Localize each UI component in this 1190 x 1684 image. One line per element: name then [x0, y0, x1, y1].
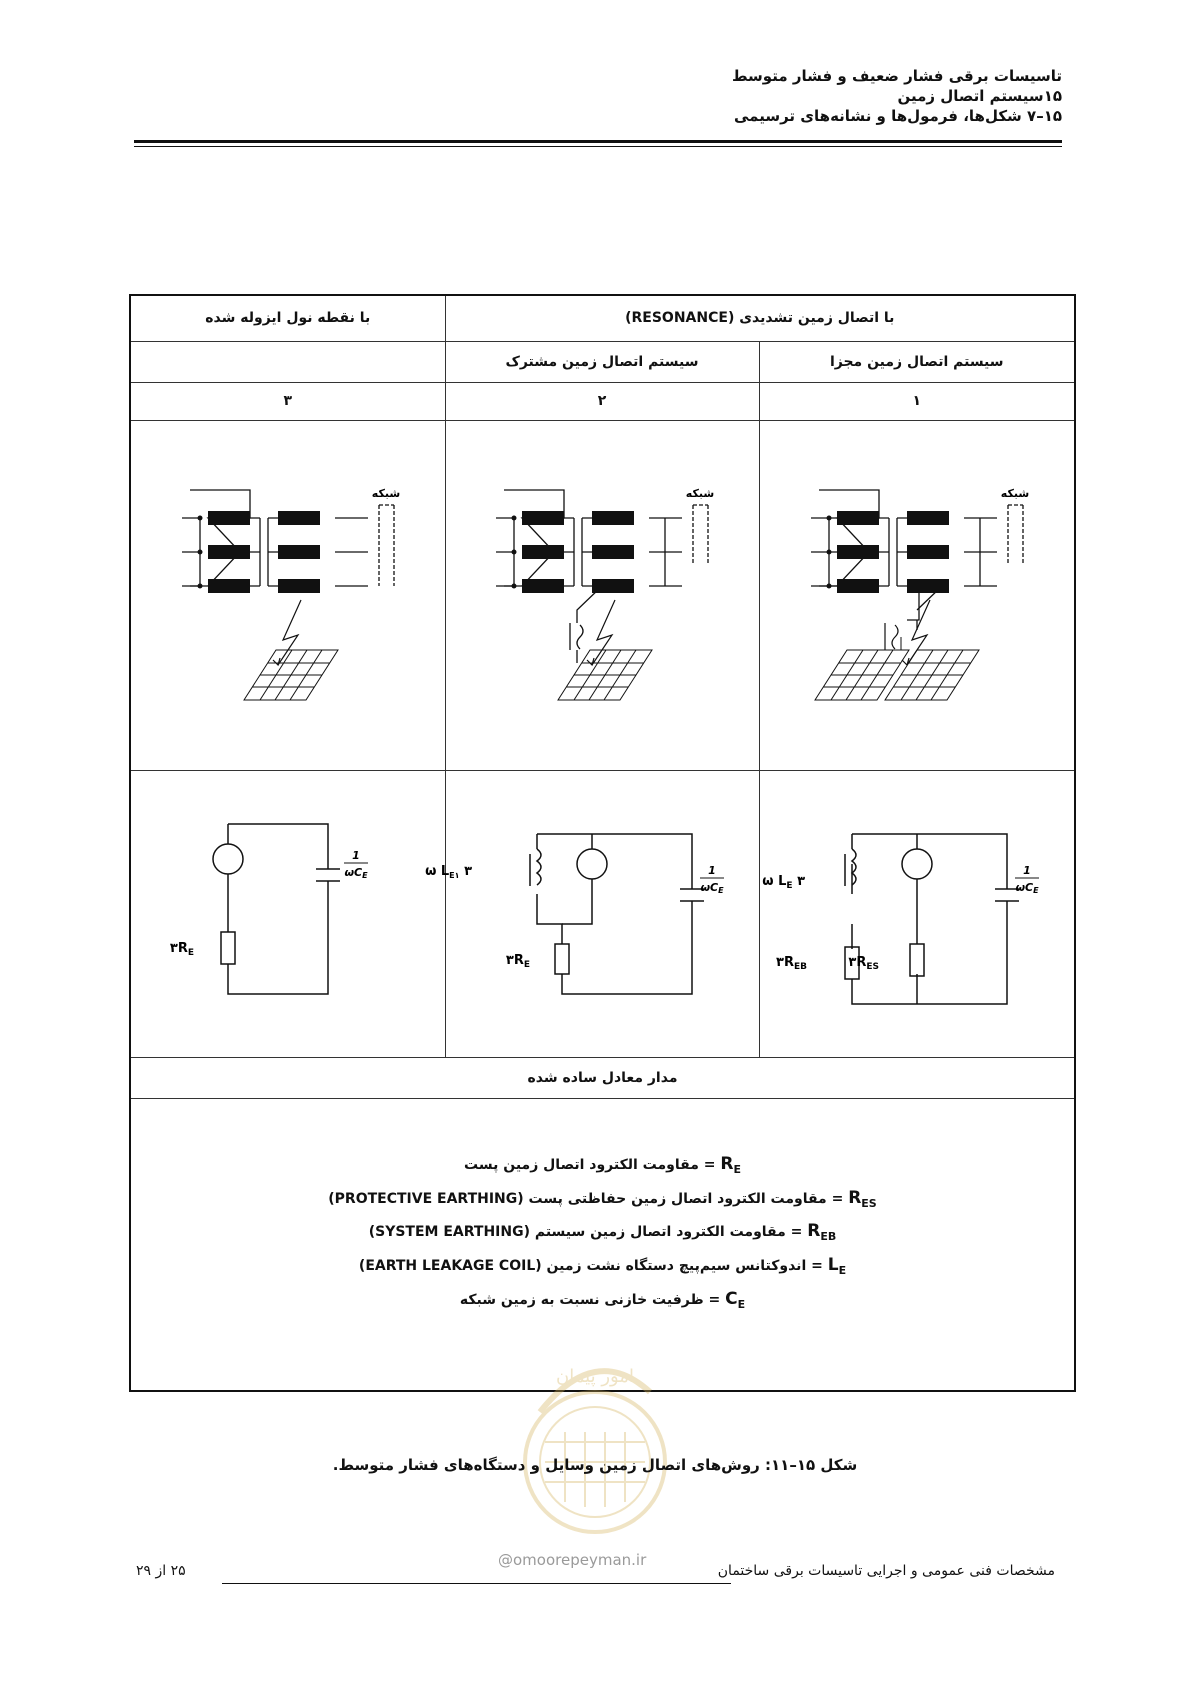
legend-item: $R_{EB}$ = مقاومت الکترود اتصال زمین سیستم (SYSTEM EARTHING)	[368, 1221, 837, 1244]
column-number-3: ۳	[130, 382, 445, 420]
separate-earthing-diagram	[767, 465, 1067, 725]
cap-den: ωCE	[344, 865, 368, 880]
diagram-cell-2	[445, 420, 759, 770]
common-earthing-diagram	[452, 465, 752, 725]
watermark-logo	[485, 1322, 705, 1552]
simplified-circuit-label: مدار معادل ساده شده	[130, 1057, 1075, 1098]
header-section: ۱۵–۷ شکل‌ها، فرمول‌ها و نشانه‌های ترسیمی	[734, 107, 1062, 125]
subheader-empty	[130, 341, 445, 382]
isolated-neutral-diagram	[138, 465, 438, 725]
header-title: تاسیسات برقی فشار ضعیف و فشار متوسط	[731, 67, 1062, 85]
watermark-url: @omoorepeyman.ir	[498, 1551, 647, 1569]
footer-rule	[222, 1583, 731, 1584]
watermark-logo-text: امور پیمان	[556, 1366, 634, 1387]
circuit-cell-1	[759, 770, 1075, 1057]
header-resonance: با اتصال زمین تشدیدی (RESONANCE)	[445, 295, 1075, 341]
diagram-cell-3	[130, 420, 445, 770]
legend-item: $R_{ES}$ = مقاومت الکترود اتصال زمین حفاظتی پست (PROTECTIVE EARTHING)	[328, 1187, 877, 1210]
equivalent-circuit-separate	[762, 814, 1067, 1014]
equivalent-circuit-isolated	[138, 814, 438, 1014]
legend-item: $L_E$ = اندوکتانس سیم‌پیچ دستگاه نشت زمین (EARTH LEAKAGE COIL)	[358, 1255, 847, 1277]
inductance-label: ۳ ω $L_E$	[762, 873, 805, 891]
cap-den: ωCE	[700, 880, 724, 895]
column-number-2: ۲	[445, 382, 759, 420]
circuit-cell-3	[130, 770, 445, 1057]
cap-num: 1	[351, 848, 360, 862]
subheader-common-earthing: سیستم اتصال زمین مشترک	[445, 341, 759, 382]
subheader-separate-earthing: سیستم اتصال زمین مجزا	[759, 341, 1075, 382]
document-header	[732, 66, 1062, 126]
page-number: ۲۵ از ۲۹	[136, 1563, 186, 1579]
resistor-eb-label: $۳R_{EB}$	[775, 954, 807, 972]
legend-item: $C_E$ = ظرفیت خازنی نسبت به زمین شبکه	[459, 1288, 746, 1311]
header-rule-thin	[134, 146, 1062, 147]
resistor-label: $۳R_E$	[169, 940, 194, 958]
network-label: شبکه	[685, 487, 715, 500]
cap-den: ωCE	[1015, 880, 1039, 895]
cap-num: 1	[1022, 863, 1031, 877]
equivalent-circuit-common	[425, 814, 752, 1014]
inductance-label: ۳ ω $L_{E۱}$	[425, 863, 472, 880]
column-number-1: ۱	[759, 382, 1075, 420]
legend-item: $R_E$ = مقاومت الکترود اتصال زمین پست	[464, 1153, 741, 1176]
figure-caption: شکل ۱۵–۱۱: روش‌های اتصال زمین وسایل و دستگاه‌های فشار متوسط.	[332, 1456, 858, 1474]
network-label: شبکه	[1000, 487, 1029, 500]
circuit-cell-2	[425, 770, 759, 1057]
footer-title: مشخصات فنی عمومی و اجرایی تاسیسات برقی ساختمان	[717, 1563, 1055, 1579]
header-chapter: ۱۵سیستم اتصال زمین	[897, 87, 1062, 105]
header-rule	[134, 140, 1062, 143]
diagram-cell-1	[759, 420, 1075, 770]
resistor-es-label: $۳R_{ES}$	[848, 954, 879, 972]
cap-num: 1	[708, 863, 716, 877]
resistor-label: $۳R_E$	[505, 952, 530, 970]
network-label: شبکه	[371, 487, 400, 500]
earthing-methods-table	[129, 294, 1076, 1392]
header-isolated-neutral: با نقطه نول ایزوله شده	[130, 295, 445, 341]
